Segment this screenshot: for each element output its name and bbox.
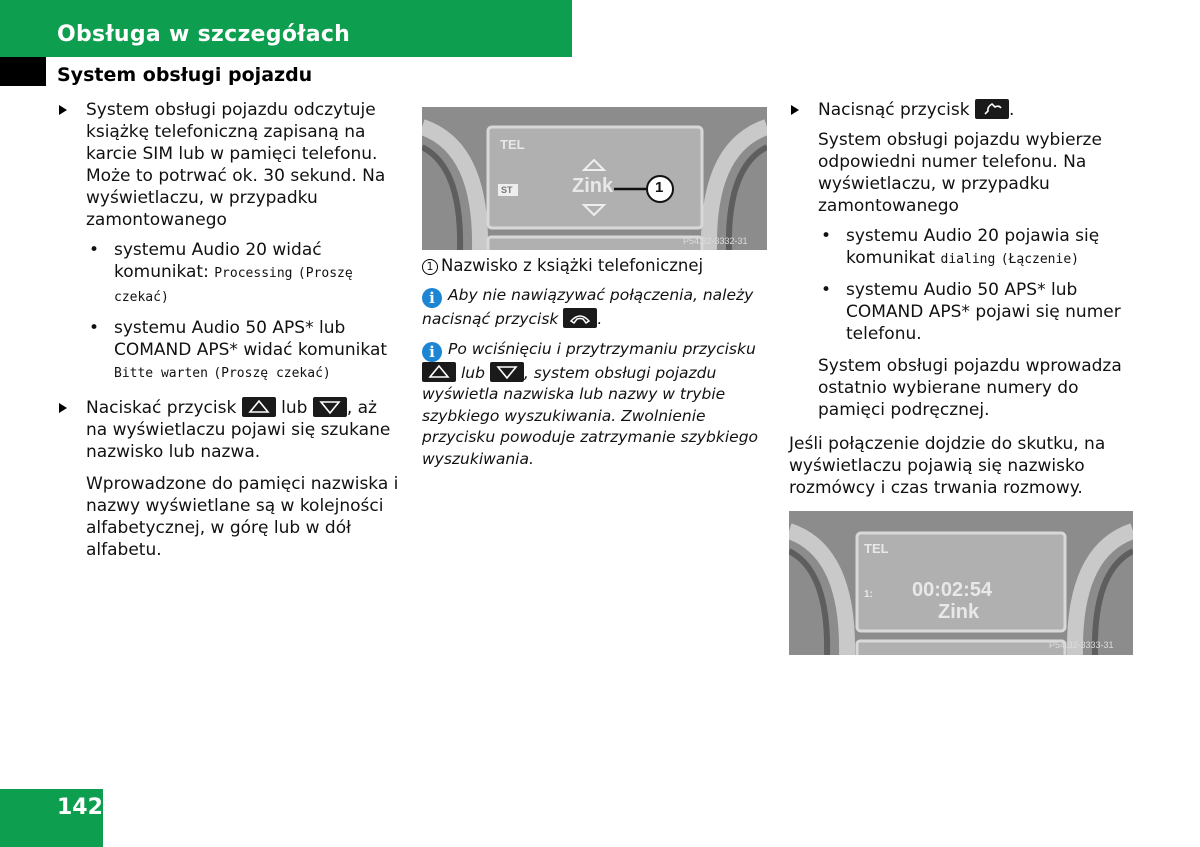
middle-column <box>422 255 767 470</box>
bullet-audio20-dialing: • systemu Audio 20 pojawia się komunikat dialing (Łączenie) <box>821 226 1100 268</box>
memory-paragraph: System obsługi pojazdu wprowadza ostatnio wybierane numery do pamięci podręcznej. <box>818 356 1122 420</box>
lcd-tel-label: TEL <box>500 137 525 152</box>
step-arrow-icon <box>59 105 67 115</box>
bullet-dot-icon: • <box>89 318 100 338</box>
step-arrow-icon <box>59 403 67 413</box>
callout-number-badge: 1 <box>422 259 438 275</box>
up-key-icon <box>422 362 456 382</box>
step-press-call: Nacisnąć przycisk . <box>789 99 1139 121</box>
bullet-dot-icon: • <box>89 240 100 260</box>
bullet-dot-icon: • <box>821 280 832 300</box>
section-marker <box>0 57 46 86</box>
bullet-audio50-number: • systemu Audio 50 APS* lub COMAND APS* pojawi się numer telefonu. <box>821 280 1121 344</box>
dial-paragraph: System obsługi pojazdu wybierze odpowiedni numer telefonu. Na wyświetlaczu, w przypadku zamontowanego <box>818 130 1102 216</box>
page-number: 142 <box>57 795 103 820</box>
step-arrow-icon <box>791 105 799 115</box>
lcd-call-time: 00:02:54 <box>912 579 993 601</box>
alphabet-paragraph: Wprowadzone do pamięci nazwiska i nazwy wyświetlane są w kolejności alfabetycznej, w górę lub w dół alfabetu. <box>86 474 399 560</box>
left-column <box>57 99 402 561</box>
chapter-title: Obsługa w szczegółach <box>57 22 351 47</box>
call-key-icon <box>975 99 1009 119</box>
bullet-audio20: • systemu Audio 20 widać komunikat: Processing (Proszę czekać) <box>89 240 353 305</box>
step-read-phonebook: System obsługi pojazdu odczytuje książkę telefoniczną zapisaną na karcie SIM lub w pamięci telefonu. Może to potrwać ok. 30 sekund. Na wyświetlaczu, w przypadku zamontowanego <box>57 99 402 231</box>
hang-up-key-icon <box>563 308 597 328</box>
figure-caption: 1 Nazwisko z książki telefonicznej <box>422 255 767 277</box>
up-key-icon <box>242 397 276 417</box>
note-end-call: i Aby nie nawiązywać połączenia, należy nacisnąć przycisk . <box>422 286 754 328</box>
message-dialing: dialing <box>940 252 996 267</box>
message-bitte-warten: Bitte warten <box>114 366 208 381</box>
lcd-st-label: ST <box>501 185 513 195</box>
bullet-dot-icon: • <box>821 226 832 246</box>
lcd-name: Zink <box>572 175 614 197</box>
figure-code: P54.32-3333-31 <box>1049 640 1114 650</box>
figure-code: P54.32-3332-31 <box>683 236 748 246</box>
lcd-line-index: 1: <box>864 589 873 600</box>
right-column <box>789 99 1139 499</box>
info-icon: i <box>422 288 442 308</box>
connection-paragraph: Jeśli połączenie dojdzie do skutku, na wyświetlaczu pojawią się nazwisko rozmówcy i czas trwania rozmowy. <box>789 434 1106 498</box>
lcd-tel-label: TEL <box>864 541 889 556</box>
note-quick-search: i Po wciśnięciu i przytrzymaniu przycisku lub , system obsługi pojazdu wyświetla nazwiska lub nazwy w trybie szybkiego wyszukiwania. Zwolnienie przycisku powoduje zatrzymanie szybkiego wyszukiwania. <box>422 339 759 468</box>
info-icon: i <box>422 342 442 362</box>
display-figure-phonebook <box>422 107 767 250</box>
display-figure-call-duration <box>789 511 1133 655</box>
lcd-caller-name: Zink <box>938 601 980 623</box>
callout-number: 1 <box>655 179 664 196</box>
message-processing: Processing <box>214 266 293 281</box>
step-scroll-names: Naciskać przycisk lub , aż na wyświetlaczu pojawi się szukane nazwisko lub nazwa. <box>57 397 402 463</box>
down-key-icon <box>313 397 347 417</box>
section-title: System obsługi pojazdu <box>57 64 313 86</box>
bullet-audio50: • systemu Audio 50 APS* lub COMAND APS* widać komunikat Bitte warten (Proszę czekać) <box>89 318 388 381</box>
down-key-icon <box>490 362 524 382</box>
